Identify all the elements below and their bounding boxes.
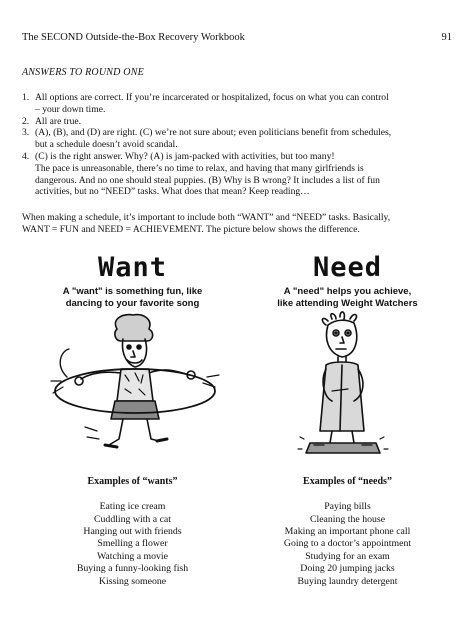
answer-line: (A), (B), and (D) are right. (C) we’re not sure about; even politicians benefit from schedules, xyxy=(35,127,392,139)
answer-line: (C) is the right answer. Why? (A) is jam-packed with activities, but too many! xyxy=(35,150,335,162)
page-number: 91 xyxy=(441,32,452,43)
answer-line: but a schedule doesn’t avoid scandal. xyxy=(35,139,178,151)
need-heading: Need xyxy=(312,252,383,283)
want-subhead-line: A "want" is something fun, like xyxy=(62,286,203,297)
answer-line: All options are correct. If you’re incarcerated or hospitalized, focus on what you can control xyxy=(35,92,389,103)
answer-line: dangerous. And no one should steal puppies. (B) Why is B wrong? It includes a list of fun xyxy=(35,174,380,186)
book-title: The SECOND Outside-the-Box Recovery Workbook xyxy=(22,32,245,43)
dancing-woman-illustration xyxy=(25,311,240,461)
want-heading: Want xyxy=(97,252,168,283)
list-item: Smelling a flower xyxy=(97,538,168,550)
list-item: Eating ice cream xyxy=(99,501,166,513)
answer-list xyxy=(22,92,454,198)
list-item: Watching a movie xyxy=(96,550,169,562)
want-subhead-line: dancing to your favorite song xyxy=(65,297,200,309)
need-subhead-line: A "need" helps you achieve, xyxy=(283,286,412,297)
list-item: Making an important phone call xyxy=(284,526,411,537)
answer-number: 1. xyxy=(22,92,30,103)
need-column xyxy=(240,252,455,588)
list-item: Paying bills xyxy=(324,501,371,513)
answer-line: – your down time. xyxy=(35,103,106,115)
want-examples-title: Examples of “wants” xyxy=(87,476,178,488)
intro-paragraph xyxy=(22,212,454,236)
want-subhead xyxy=(25,286,240,309)
answer-item xyxy=(22,116,454,128)
list-item: Hanging out with friends xyxy=(83,526,182,537)
need-subhead xyxy=(240,286,455,309)
list-item: Buying a funny-looking fish xyxy=(76,563,189,575)
answer-item xyxy=(22,92,454,116)
intro-line: When making a schedule, it’s important to include both “WANT” and “NEED” tasks. Basically, xyxy=(22,212,391,223)
need-examples-title: Examples of “needs” xyxy=(303,476,392,488)
answer-item xyxy=(22,127,454,151)
list-item: Doing 20 jumping jacks xyxy=(300,563,395,575)
list-item: Studying for an exam xyxy=(305,550,390,562)
answer-number: 3. xyxy=(22,127,30,139)
intro-line: WANT = FUN and NEED = ACHIEVEMENT. The picture below shows the difference. xyxy=(22,223,360,235)
answer-line: The pace is unreasonable, there’s no time to relax, and having that many girlfriends is xyxy=(35,162,364,174)
want-examples-list xyxy=(25,501,240,588)
need-subhead-line: like attending Weight Watchers xyxy=(277,297,418,309)
list-item: Cuddling with a cat xyxy=(93,513,171,525)
answer-number: 2. xyxy=(22,115,30,127)
answer-item xyxy=(22,151,454,198)
list-item: Buying laundry detergent xyxy=(297,575,398,587)
man-on-scale-illustration xyxy=(240,311,455,461)
answer-line: activities, but no “NEED” tasks. What does that mean? Keep reading… xyxy=(35,186,310,198)
page-header xyxy=(22,32,452,46)
list-item: Going to a doctor’s appointment xyxy=(283,538,412,550)
need-examples-list xyxy=(240,501,455,588)
section-title: ANSWERS TO ROUND ONE xyxy=(22,67,144,78)
answer-line: All are true. xyxy=(35,115,82,127)
answer-number: 4. xyxy=(22,150,30,162)
list-item: Cleaning the house xyxy=(309,513,386,525)
list-item: Kissing someone xyxy=(98,575,167,587)
want-column xyxy=(25,252,240,588)
